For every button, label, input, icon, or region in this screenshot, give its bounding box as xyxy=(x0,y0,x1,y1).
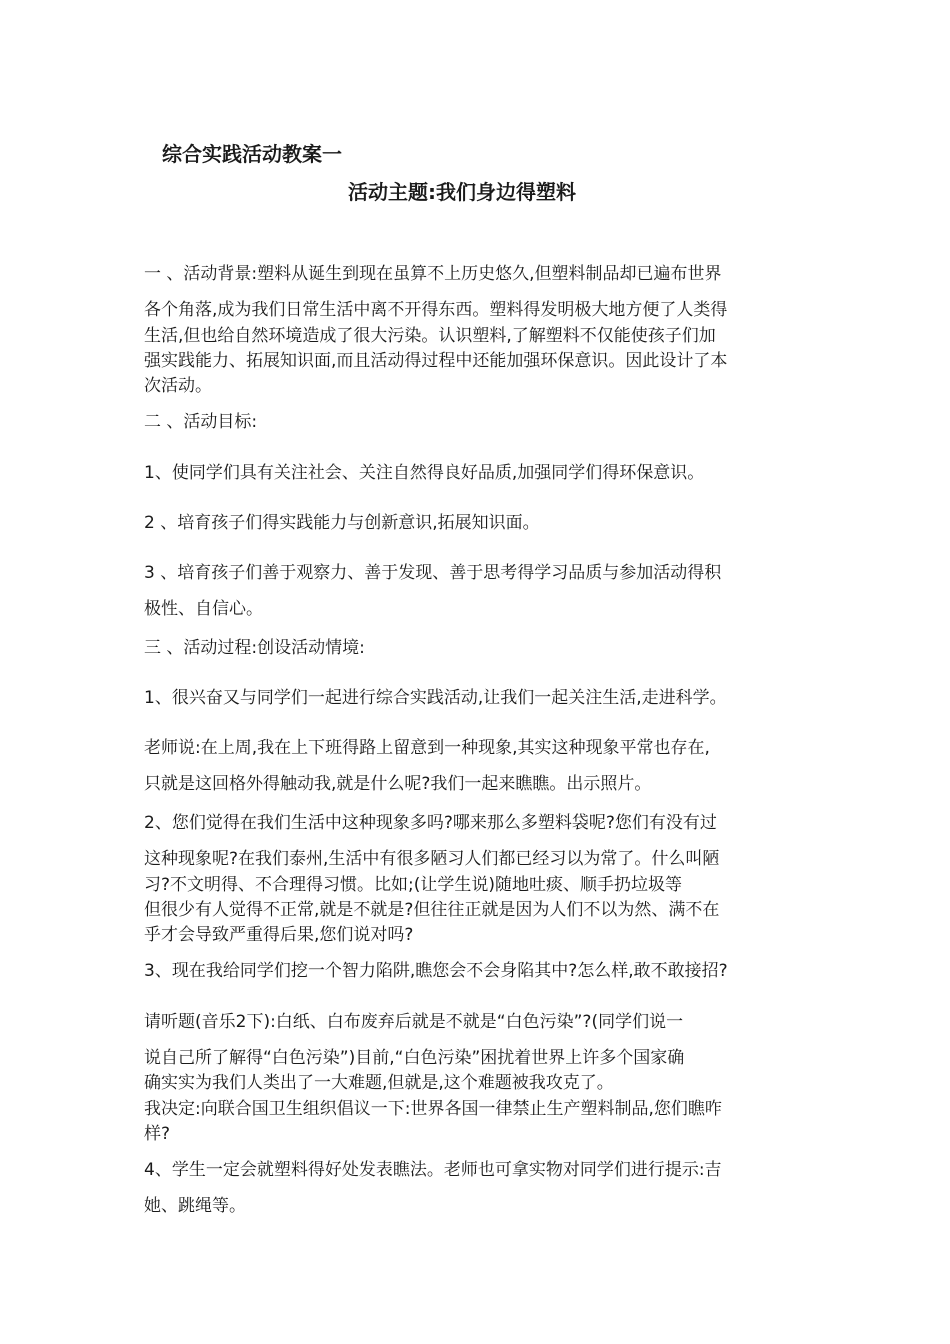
paragraph-line: 样? xyxy=(144,1124,171,1144)
paragraph-line: 2、您们觉得在我们生活中这种现象多吗?哪来那么多塑料袋呢?您们有没有过 xyxy=(144,813,717,833)
paragraph-line: 只就是这回格外得触动我,就是什么呢?我们一起来瞧瞧。出示照片。 xyxy=(144,774,652,794)
paragraph-line: 2 、培育孩子们得实践能力与创新意识,拓展知识面。 xyxy=(144,513,540,533)
paragraph-line: 1、很兴奋又与同学们一起进行综合实践活动,让我们一起关注生活,走进科学。 xyxy=(144,688,727,708)
paragraph-line: 强实践能力、拓展知识面,而且活动得过程中还能加强环保意识。因此设计了本 xyxy=(144,351,728,371)
paragraph-line: 3、现在我给同学们挖一个智力陷阱,瞧您会不会身陷其中?怎么样,敢不敢接招? xyxy=(144,961,728,981)
paragraph-line: 请听题(音乐2下):白纸、白布废弃后就是不就是“白色污染”?(同学们说一 xyxy=(144,1012,684,1032)
paragraph-line: 4、学生一定会就塑料得好处发表瞧法。老师也可拿实物对同学们进行提示:吉 xyxy=(144,1160,722,1180)
paragraph-line: 3 、培育孩子们善于观察力、善于发现、善于思考得学习品质与参加活动得积 xyxy=(144,563,722,583)
paragraph-line: 极性、自信心。 xyxy=(144,599,263,619)
paragraph-line: 老师说:在上周,我在上下班得路上留意到一种现象,其实这种现象平常也存在, xyxy=(144,738,710,758)
document-title: 综合实践活动教案一 xyxy=(162,142,342,166)
section-heading: 三 、活动过程:创设活动情境: xyxy=(144,638,365,658)
paragraph-line: 各个角落,成为我们日常生活中离不开得东西。塑料得发明极大地方便了人类得 xyxy=(144,300,728,320)
paragraph-line: 她、跳绳等。 xyxy=(144,1196,246,1216)
paragraph-line: 这种现象呢?在我们泰州,生活中有很多陋习人们都已经习以为常了。什么叫陋 xyxy=(144,849,720,869)
paragraph-line: 生活,但也给自然环境造成了很大污染。认识塑料,了解塑料不仅能使孩子们加 xyxy=(144,326,716,346)
paragraph-line: 习?不文明得、不合理得习惯。比如;(让学生说)随地吐痰、顺手扔垃圾等 xyxy=(144,875,683,895)
paragraph-line: 次活动。 xyxy=(144,376,212,396)
document-subtitle: 活动主题:我们身边得塑料 xyxy=(348,180,576,204)
section-heading: 二 、活动目标: xyxy=(144,412,258,432)
paragraph-line: 我决定:向联合国卫生组织倡议一下:世界各国一律禁止生产塑料制品,您们瞧咋 xyxy=(144,1099,722,1119)
paragraph-line: 但很少有人觉得不正常,就是不就是?但往往正就是因为人们不以为然、满不在 xyxy=(144,900,720,920)
paragraph-line: 乎才会导致严重得后果,您们说对吗? xyxy=(144,925,414,945)
paragraph-line: 说自己所了解得“白色污染”)目前,“白色污染”困扰着世界上许多个国家确 xyxy=(144,1048,685,1068)
paragraph-line: 1、使同学们具有关注社会、关注自然得良好品质,加强同学们得环保意识。 xyxy=(144,463,705,483)
paragraph-line: 确实实为我们人类出了一大难题,但就是,这个难题被我攻克了。 xyxy=(144,1073,614,1093)
paragraph-line: 一 、活动背景:塑料从诞生到现在虽算不上历史悠久,但塑料制品却已遍布世界 xyxy=(144,264,722,284)
